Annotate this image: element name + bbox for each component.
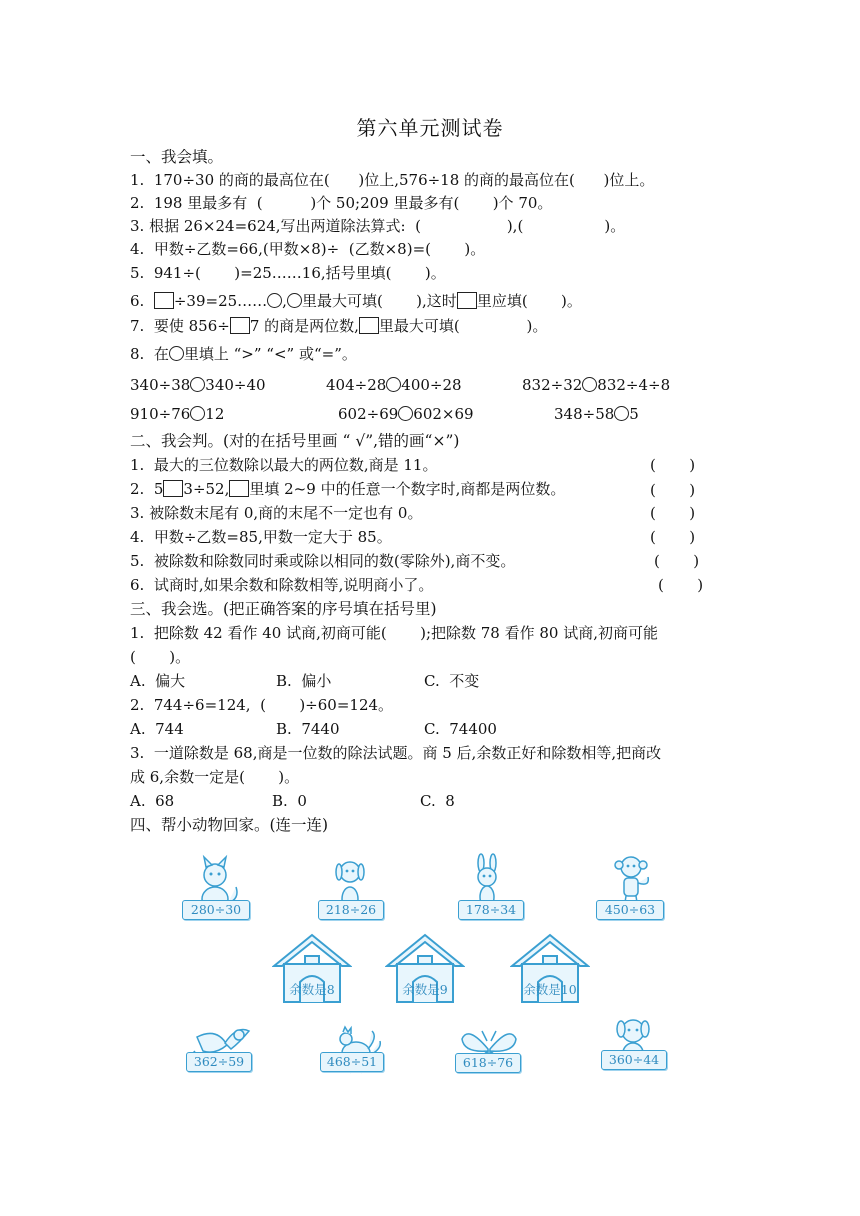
expression-card[interactable]: 360÷44 — [601, 1050, 667, 1070]
house-label: 余数是8 — [289, 982, 335, 997]
s2-question-4: 4. 甲数÷乙数=85,甲数一定大于 85。 — [130, 528, 392, 546]
blank-circle — [190, 406, 205, 421]
compare-right: 602×69 — [413, 405, 474, 423]
section3-heading: 三、我会选。(把正确答案的序号填在括号里) — [130, 600, 437, 618]
s1-question-8 — [130, 344, 357, 364]
blank-circle — [386, 377, 401, 392]
s1-question-1: 1. 170÷30 的商的最高位在( )位上,576÷18 的商的最高位在( )位上。 — [130, 171, 655, 189]
compare-right: 832÷4÷8 — [597, 376, 671, 394]
compare-item — [326, 375, 462, 395]
blank-box — [457, 292, 477, 309]
blank-circle — [614, 406, 629, 421]
option-b: B. 偏小 — [276, 672, 332, 690]
s2-question-5: 5. 被除数和除数同时乘或除以相同的数(零除外),商不变。 — [130, 552, 516, 570]
s3-question-1-cont: ( )。 — [130, 648, 191, 666]
compare-right: 340÷40 — [205, 376, 266, 394]
option-a: A. 偏大 — [130, 672, 186, 690]
q6-text-1: ÷39=25…… — [173, 292, 268, 310]
blank-circle — [267, 293, 282, 308]
q7-text-2: 7 的商是两位数, — [249, 317, 359, 335]
compare-left: 340÷38 — [130, 376, 191, 394]
answer-paren: ( ) — [650, 504, 696, 522]
blank-circle — [582, 377, 597, 392]
s2-question-3: 3. 被除数末尾有 0,商的末尾不一定也有 0。 — [130, 504, 423, 522]
s3-question-2: 2. 744÷6=124, ( )÷60=124。 — [130, 696, 394, 714]
q6-text-2: 里最大可填( ),这时 — [301, 292, 457, 310]
s2-question-6: 6. 试商时,如果余数和除数相等,说明商小了。 — [130, 576, 434, 594]
blank-circle — [169, 346, 184, 361]
s1-question-2: 2. 198 里最多有 ( )个 50;209 里最多有( )个 70。 — [130, 194, 553, 212]
q7-text-3: 里最大可填( )。 — [378, 317, 548, 335]
blank-box — [154, 292, 174, 309]
expression-card[interactable]: 218÷26 — [318, 900, 384, 920]
expression-card[interactable]: 178÷34 — [458, 900, 524, 920]
compare-right: 400÷28 — [401, 376, 462, 394]
answer-paren: ( ) — [658, 576, 704, 594]
page-title: 第六单元测试卷 — [356, 116, 504, 140]
compare-right: 5 — [629, 405, 639, 423]
rooster-icon[interactable] — [310, 1004, 400, 1094]
expression-card[interactable]: 450÷63 — [596, 900, 664, 920]
blank-circle — [398, 406, 413, 421]
expression-card[interactable]: 468÷51 — [320, 1052, 384, 1072]
option-c: C. 8 — [420, 792, 455, 810]
option-b: B. 0 — [272, 792, 307, 810]
expression-card[interactable]: 618÷76 — [455, 1053, 521, 1073]
house[interactable] — [510, 932, 590, 1004]
q8-text-1: 8. 在 — [130, 345, 169, 363]
blank-box — [230, 317, 250, 334]
section1-heading: 一、我会填。 — [130, 148, 224, 166]
section4-heading: 四、帮小动物回家。(连一连) — [130, 816, 329, 834]
house[interactable] — [385, 932, 465, 1004]
q8-text-2: 里填上 “>” “<” 或“=”。 — [183, 345, 357, 363]
option-c: C. 74400 — [424, 720, 497, 738]
compare-item — [130, 375, 266, 395]
s1-question-7 — [130, 316, 547, 336]
q6-comma: , — [282, 292, 287, 310]
answer-paren: ( ) — [654, 552, 700, 570]
q2-text-2: 3÷52, — [183, 480, 230, 498]
option-a: A. 744 — [130, 720, 184, 738]
s2-question-1: 1. 最大的三位数除以最大的两位数,商是 11。 — [130, 456, 438, 474]
blank-box — [359, 317, 379, 334]
blank-circle — [287, 293, 302, 308]
compare-item — [554, 404, 639, 424]
answer-paren: ( ) — [650, 456, 696, 474]
option-c: C. 不变 — [424, 672, 480, 690]
compare-left: 910÷76 — [130, 405, 191, 423]
bird-icon[interactable] — [177, 1000, 267, 1090]
q6-text-3: 里应填( )。 — [476, 292, 582, 310]
compare-item — [522, 375, 670, 395]
blank-box — [163, 480, 183, 497]
puppy-icon[interactable] — [588, 996, 678, 1086]
q7-text-1: 7. 要使 856÷ — [130, 317, 230, 335]
q2-text-1: 2. 5 — [130, 480, 164, 498]
answer-paren: ( ) — [650, 528, 696, 546]
blank-box — [229, 480, 249, 497]
house-label: 余数是9 — [402, 982, 448, 997]
expression-card[interactable]: 362÷59 — [186, 1052, 252, 1072]
compare-left: 602÷69 — [338, 405, 399, 423]
house[interactable] — [272, 932, 352, 1004]
compare-right: 12 — [205, 405, 225, 423]
butterfly-icon[interactable] — [444, 1004, 534, 1094]
option-a: A. 68 — [130, 792, 175, 810]
s1-question-4: 4. 甲数÷乙数=66,(甲数×8)÷ (乙数×8)=( )。 — [130, 240, 486, 258]
expression-card[interactable]: 280÷30 — [182, 900, 250, 920]
s1-question-3: 3. 根据 26×24=624,写出两道除法算式: ( ),( )。 — [130, 217, 626, 235]
s3-question-3: 3. 一道除数是 68,商是一位数的除法试题。商 5 后,余数正好和除数相等,把商改 — [130, 744, 662, 762]
section2-heading: 二、我会判。(对的在括号里画 “ √”,错的画“×”) — [130, 432, 460, 450]
q6-number: 6. — [130, 292, 145, 310]
compare-left: 832÷32 — [522, 376, 583, 394]
blank-circle — [190, 377, 205, 392]
compare-item — [338, 404, 474, 424]
compare-left: 404÷28 — [326, 376, 387, 394]
compare-left: 348÷58 — [554, 405, 615, 423]
s3-question-3-cont: 成 6,余数一定是( )。 — [130, 768, 300, 786]
q2-text-3: 里填 2~9 中的任意一个数字时,商都是两位数。 — [249, 480, 566, 498]
s2-question-2 — [130, 479, 565, 499]
s1-question-6 — [130, 291, 582, 311]
s1-question-5: 5. 941÷( )=25……16,括号里填( )。 — [130, 264, 446, 282]
compare-item — [130, 404, 224, 424]
option-b: B. 7440 — [276, 720, 340, 738]
s3-question-1: 1. 把除数 42 看作 40 试商,初商可能( );把除数 78 看作 80 试商,初商可能 — [130, 624, 659, 642]
house-label: 余数是10 — [523, 982, 577, 997]
answer-paren: ( ) — [650, 481, 696, 499]
